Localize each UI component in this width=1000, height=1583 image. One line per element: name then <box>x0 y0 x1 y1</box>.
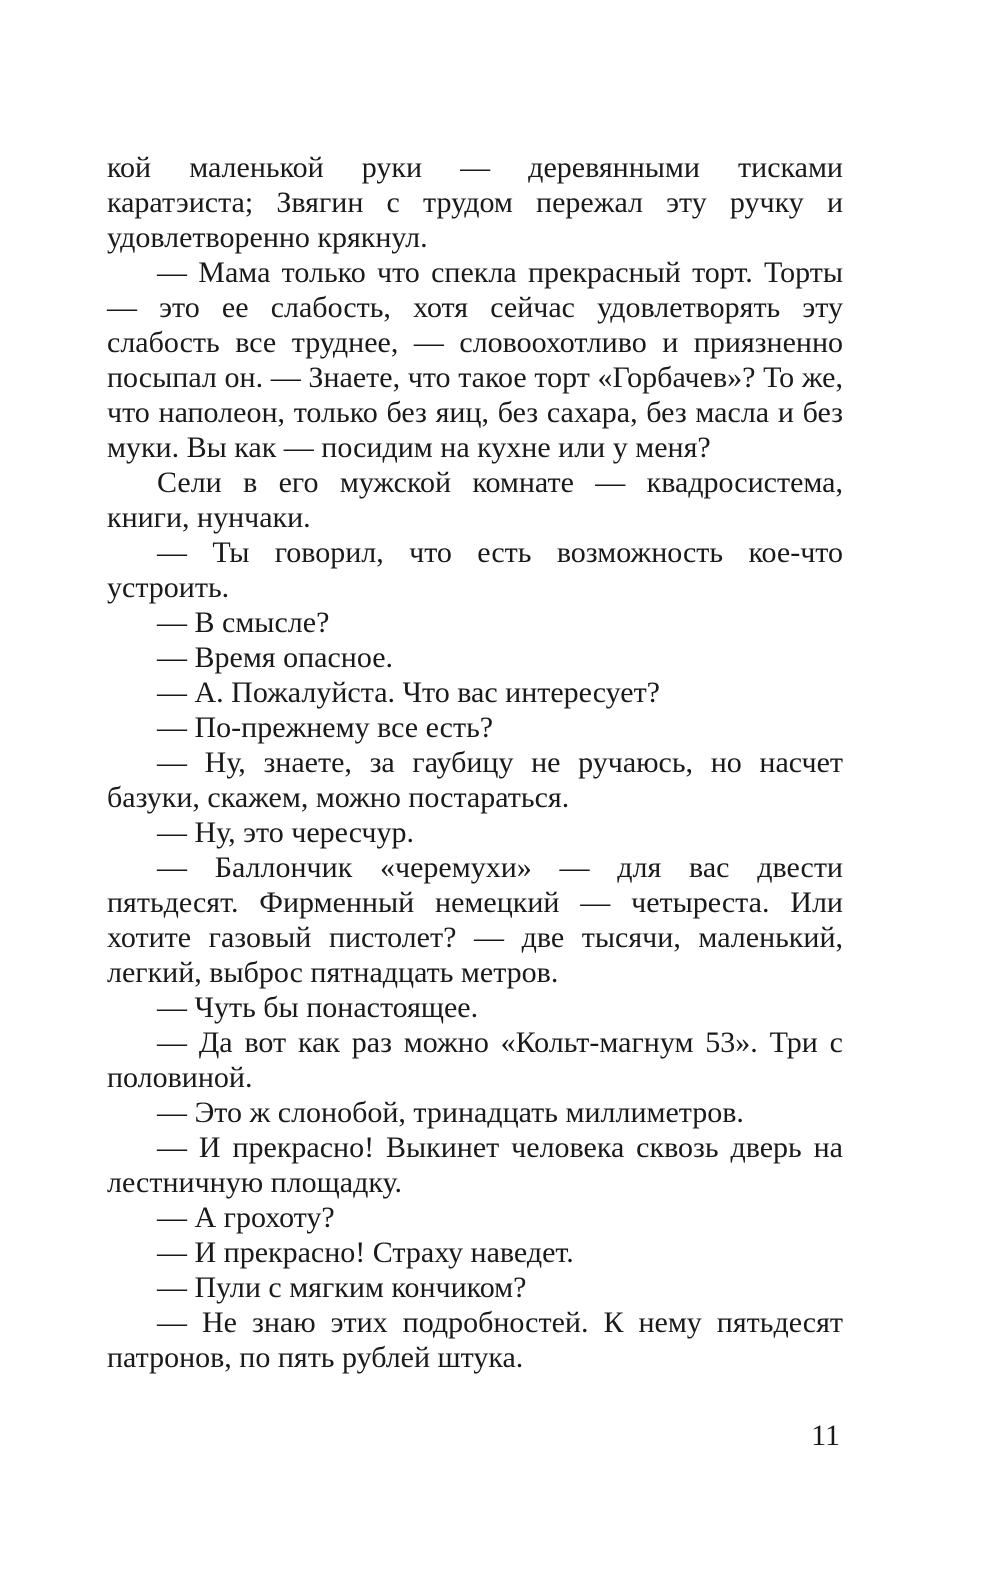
paragraph: — И прекрасно! Страху наведет. <box>157 1236 574 1269</box>
paragraph: — А грохоту? <box>157 1201 335 1234</box>
paragraph: — Не знаю этих подробностей. К нему пятьдесят патронов, по пять рублей штука. <box>107 1306 843 1374</box>
paragraph: — Пули с мягким кончиком? <box>157 1271 527 1304</box>
paragraph: — Да вот как раз можно «Кольт-магнум 53». Три с половиной. <box>107 1026 843 1094</box>
paragraph: — Чуть бы понастоящее. <box>157 991 479 1024</box>
paragraph: — Время опасное. <box>157 641 394 674</box>
paragraph: — По-прежнему все есть? <box>157 711 494 744</box>
paragraph: — Мама только что спекла прекрасный торт. Торты — это ее слабость, хотя сейчас удовлетворять эту слабость все труднее, — словоохотливо и приязненно посыпал он. — Знаете, что такое торт «Горбачев»? То же, что наполеон, только без яиц, без сахара, без масла и без муки. Вы как — посидим на кухне или у меня? <box>107 256 843 464</box>
paragraph: Сели в его мужской комнате — квадросистема, книги, нунчаки. <box>107 466 843 534</box>
paragraph: — И прекрасно! Выкинет человека сквозь дверь на лестничную площадку. <box>107 1131 843 1199</box>
page-number: 11 <box>811 1419 840 1452</box>
paragraph: — Это ж слонобой, тринадцать миллиметров. <box>157 1096 744 1129</box>
body-text <box>107 150 843 1375</box>
paragraph: — Ты говорил, что есть возможность кое-что устроить. <box>107 536 843 604</box>
paragraph: — Ну, знаете, за гаубицу не ручаюсь, но насчет базуки, скажем, можно постараться. <box>107 746 843 814</box>
paragraph: — Баллончик «черемухи» — для вас двести пятьдесят. Фирменный немецкий — четыреста. Или хотите газовый пистолет? — две тысячи, маленький, легкий, выброс пятнадцать метров. <box>107 851 843 989</box>
paragraph: — Ну, это чересчур. <box>157 816 415 849</box>
paragraph: — А. Пожалуйста. Что вас интересует? <box>157 676 660 709</box>
paragraph: кой маленькой руки — деревянными тисками каратэиста; Звягин с трудом пережал эту ручку и удовлетворенно крякнул. <box>107 151 843 254</box>
paragraph: — В смысле? <box>157 606 330 639</box>
